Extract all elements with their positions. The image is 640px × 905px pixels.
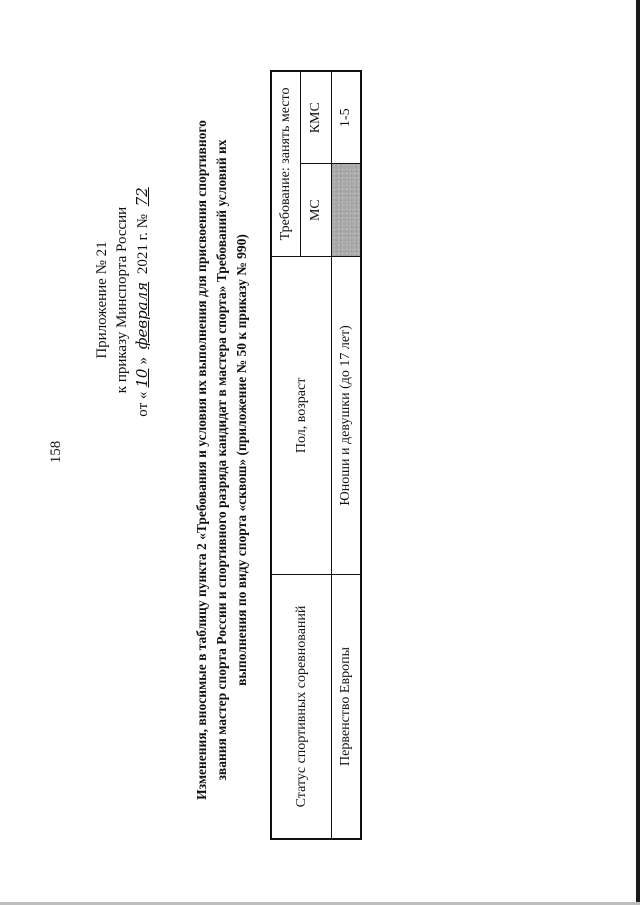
date-year: 2021 г. № [135, 214, 151, 275]
date-prefix: от « [135, 391, 151, 417]
page-number: 158 [48, 440, 64, 464]
header-sex-age: Пол, возраст [271, 256, 332, 574]
date-day: 10 [133, 368, 151, 388]
title-line-2: звания мастер спорта России и спортивного разряда кандидат в мастера спорта» Требований условий их [214, 139, 229, 781]
appendix-header [92, 135, 153, 465]
appendix-title: Приложение № 21 [94, 241, 110, 359]
appendix-order-ref: к приказу Минспорта России [114, 206, 130, 394]
header-requirement: Требование: занять место [271, 71, 301, 256]
cell-ms-shaded [332, 164, 362, 256]
cell-sex-age: Юноши и девушки (до 17 лет) [332, 256, 362, 574]
cell-kms: 1-5 [332, 71, 362, 164]
appendix-date-line [132, 135, 153, 465]
date-month: февраля [133, 281, 151, 350]
cell-status: Первенство Европы [332, 574, 362, 839]
requirements-table [270, 70, 362, 840]
title-line-1: Изменения, вносимые в таблицу пункта 2 «Требования и условия их выполнения для присвоения спортивного [194, 120, 209, 800]
header-kms: КМС [301, 71, 332, 164]
table-row [332, 71, 362, 839]
document-title [192, 75, 252, 845]
order-number: 72 [133, 187, 151, 207]
header-ms: МС [301, 164, 332, 256]
title-line-3: выполнения по виду спорта «сквош» (приложение № 50 к приказу № 990) [234, 234, 249, 686]
date-mid: » [135, 357, 151, 365]
header-status: Статус спортивных соревнований [271, 574, 332, 839]
